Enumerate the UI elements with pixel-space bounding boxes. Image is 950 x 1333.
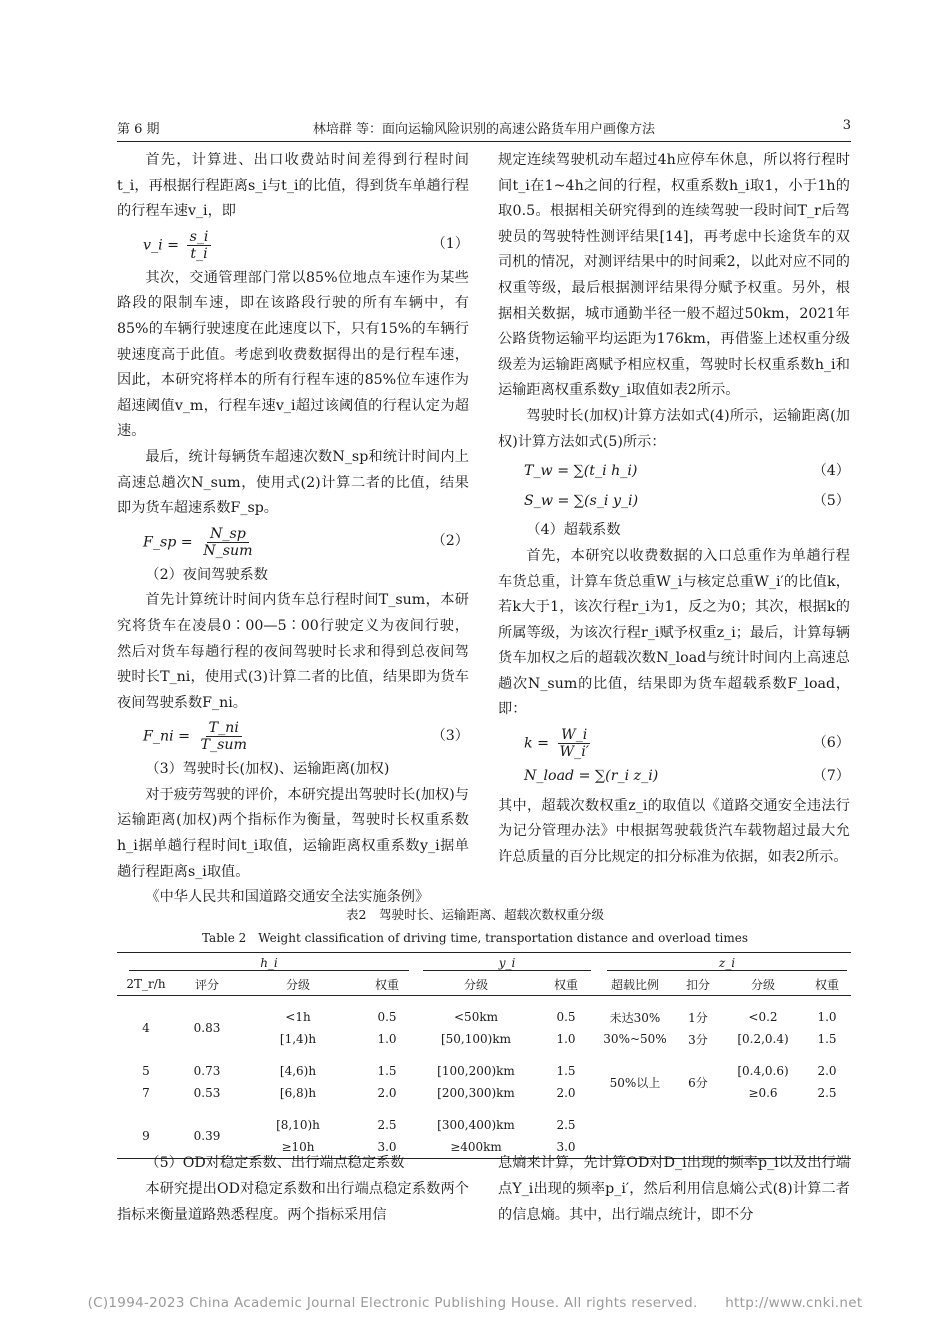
- paragraph: 首先，本研究以收费数据的入口总重作为单趟行程车货总重，计算车货总重W_i与核定总重W_i′的比值k，若k大于1，该次行程r_i为1，反之为0；其次，根据k的所属等级，为该次行程r_i赋予权重z_i；最后，计算每辆货车加权之后的超载次数N_load与统计时间内上高速总趟次N_sum的比值，结果即为货车超载系数F_load，即：: [498, 547, 850, 718]
- copyright-footer: (C)1994-2023 China Academic Journal Electronic Publishing House. All rights reserved. http://www.cnki.net: [87, 1295, 863, 1311]
- weight-table: [117, 952, 851, 1159]
- column-header: 分级: [723, 973, 803, 996]
- paragraph: 首先，计算进、出口收费站时间差得到行程时间t_i，再根据行程距离s_i与t_i的比值，得到货车单趟行程的行程车速v_i，即: [117, 152, 469, 220]
- column-header: 2T_r/h: [117, 973, 175, 996]
- equation-number: （6）: [812, 734, 850, 751]
- equation-number: （1）: [431, 236, 469, 253]
- page-number: 3: [842, 118, 851, 133]
- table-caption-en: Table 2 Weight classification of driving time, transportation distance and overload times: [201, 931, 749, 945]
- column-header: 权重: [535, 973, 597, 996]
- issue-number: 第 6 期: [117, 122, 160, 137]
- table-row: 9 0.39 [8,10)h 2.5 [300,400)km 2.5: [142, 1118, 576, 1143]
- paragraph: 首先计算统计时间内货车总行程时间T_sum，本研究将货车在凌晨0∶00—5∶00行驶定义为夜间行驶，然后对货车每趟行程的夜间驾驶时长求和得到总夜间驾驶时长T_ni，使用式(3)计算二者的比值，结果即为货车夜间驾驶系数F_ni。: [117, 592, 469, 711]
- section-heading: （4）超载系数: [526, 522, 621, 539]
- paragraph: 对于疲劳驾驶的评价，本研究提出驾驶时长(加权)与运输距离(加权)两个指标作为衡量，驾驶时长权重系数h_i据单趟行程时间t_i取值，运输距离权重系数y_i据单趟行程距离s_i取值。: [117, 786, 469, 880]
- equation-7: N_load = ∑(r_i z_i) （7）: [498, 764, 850, 790]
- paragraph: 驾驶时长(加权)计算方法如式(4)所示，运输距离(加权)计算方法如式(5)所示：: [498, 407, 850, 450]
- equation-3: F_ni = $\frac{T\_ni}{\text{T\_sum}}$ （3）: [143, 720, 469, 754]
- table-header-row: [117, 973, 851, 996]
- column-header: 评分: [175, 973, 239, 996]
- running-header: [117, 118, 851, 140]
- bottom-right-column: [498, 1150, 850, 1228]
- paragraph: 最后，统计每辆货车超速次数N_sp和统计时间内上高速总趟次N_sum，使用式(2)计算二者的比值，结果即为货车超速系数F_sp。: [117, 448, 469, 517]
- right-column: [498, 148, 850, 870]
- equation-number: （3）: [431, 727, 469, 744]
- group-header-row: h_i y_i z_i: [117, 953, 851, 973]
- equation-number: （2）: [431, 533, 469, 550]
- paragraph: 本研究提出OD对稳定系数和出行端点稳定系数两个指标来衡量道路熟悉程度。两个指标采用信: [117, 1181, 469, 1223]
- table-row: ≥10h 3.0 ≥400km 3.0: [281, 1140, 576, 1154]
- running-title: 林培群 等：面向运输风险识别的高速公路货车用户画像方法: [312, 122, 656, 137]
- table-caption-cn: 表2 驾驶时长、运输距离、超载次数权重分级: [346, 907, 604, 922]
- equation-2: F_sp = $\frac{N\_sp}{\text{N\_sum}}$ （2）: [143, 525, 469, 559]
- column-header: 扣分: [673, 973, 723, 996]
- column-header: 分级: [239, 973, 357, 996]
- equation-number: （7）: [812, 768, 850, 785]
- section-heading: （3）驾驶时长(加权)、运输距离(加权): [145, 761, 390, 778]
- equation-number: （4）: [812, 463, 850, 480]
- table-row: 4 0.83 <1h 0.5 <50km 0.5 未达30% 1分 <0.2 1.0: [142, 1010, 837, 1035]
- column-header: 权重: [803, 973, 851, 996]
- equation-6: k = $\frac{W\_i}{W\_i'}$ （6）: [524, 727, 850, 761]
- paragraph: 规定连续驾驶机动车超过4h应停车休息，所以将行程时间t_i在1~4h之间的行程，权重系数h_i取1，小于1h的取0.5。根据相关研究得到的连续驾驶一段时间T_r后驾驶员的驾驶特性测评结果[14]，再考虑中长途货车的双司机的情况，对测评结果中的时间乘2，以此对应不同的权重等级，最后根据测评结果得分赋予权重。另外，根据相关数据，城市通勤半径一般不超过50km，2021年公路货物运输平均运距为176km，再借鉴上述权重分级级差为运输距离赋予相应权重，驾驶时长权重系数h_i和运输距离权重系数y_i取值如表2所示。: [498, 152, 850, 399]
- equation-5: S_w = ∑(s_i y_i) （5）: [498, 489, 850, 515]
- left-column: [117, 148, 469, 911]
- equation-number: （5）: [812, 492, 850, 509]
- table-row: [1,4)h 1.0 [50,100)km 1.0 30%~50% 3分 [0.2,0.4) 1.5: [279, 1032, 837, 1047]
- section-heading: （2）夜间驾驶系数: [145, 566, 268, 583]
- paragraph: 《中华人民共和国道路交通安全法实施条例》: [145, 889, 430, 906]
- column-header: 超载比例: [597, 973, 673, 996]
- paragraph: 其次，交通管理部门常以85%位地点车速作为某些路段的限制车速，即在该路段行驶的所有车辆中，有85%的车辆行驶速度在此速度以下，只有15%的车辆行驶速度高于此值。考虑到收费数据得出的是行程车速，因此，本研究将样本的所有行程车速的85%位车速作为超速阈值v_m，行程车速v_i超过该阈值的行程认定为超速。: [117, 269, 469, 440]
- paragraph: 息熵来计算，先计算OD对D_i出现的频率p_i以及出行端点Y_i出现的频率p_i′，然后利用信息熵公式(8)计算二者的信息熵。其中，出行端点统计，即不分: [498, 1155, 850, 1223]
- column-header: 分级: [417, 973, 535, 996]
- equation-1: v_i = $\frac{s\_i}{t\_i}$ （1）: [143, 228, 469, 262]
- paragraph: 其中，超载次数权重z_i的取值以《道路交通安全违法行为记分管理办法》中根据驾驶载货汽车载物超过最大允许总质量的百分比规定的扣分标准为依据，如表2所示。: [498, 797, 850, 865]
- bottom-left-column: [117, 1150, 469, 1228]
- column-header: 权重: [357, 973, 417, 996]
- equation-4: T_w = ∑(t_i h_i) （4）: [498, 459, 850, 485]
- table-row: 5 0.73 [4,6)h 1.5 [100,200)km 1.5 50%以上 6分 [0.4,0.6) 2.0: [142, 1064, 837, 1090]
- header-rule: [117, 141, 851, 142]
- section-heading: （5）OD对稳定系数、出行端点稳定系数: [145, 1155, 405, 1171]
- table-row: 7 0.53 [6,8)h 2.0 [200,300)km 2.0 ≥0.6 2.5: [142, 1086, 837, 1100]
